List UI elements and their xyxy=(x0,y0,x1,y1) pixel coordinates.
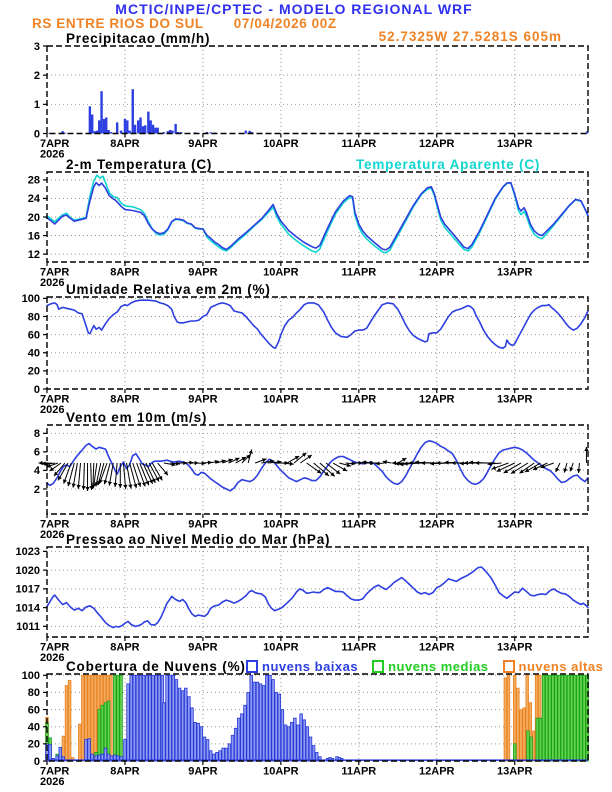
svg-text:60: 60 xyxy=(27,704,40,717)
svg-text:1020: 1020 xyxy=(15,564,40,577)
svg-text:6: 6 xyxy=(33,446,40,459)
svg-text:20: 20 xyxy=(27,365,40,378)
svg-text:2026: 2026 xyxy=(40,404,65,416)
svg-text:80: 80 xyxy=(27,687,40,700)
svg-text:12APR: 12APR xyxy=(419,518,455,531)
svg-text:3: 3 xyxy=(33,40,40,53)
svg-text:40: 40 xyxy=(27,721,40,734)
svg-text:2: 2 xyxy=(33,483,40,496)
svg-text:11APR: 11APR xyxy=(341,393,377,406)
panel-title-wind: Vento em 10m (m/s) xyxy=(66,410,208,425)
svg-text:7APR: 7APR xyxy=(40,518,70,531)
svg-text:28: 28 xyxy=(27,174,40,187)
cloud-legend xyxy=(246,659,603,674)
svg-text:9APR: 9APR xyxy=(188,765,218,778)
station-line xyxy=(32,16,337,31)
legend-label-low-clouds: nuvens baixas xyxy=(262,659,359,674)
svg-text:100: 100 xyxy=(21,670,40,683)
svg-text:100: 100 xyxy=(21,293,40,306)
svg-text:7APR: 7APR xyxy=(40,641,70,654)
svg-text:10APR: 10APR xyxy=(263,266,299,279)
svg-text:20: 20 xyxy=(27,738,40,751)
svg-text:7APR: 7APR xyxy=(40,138,70,150)
panel-title-precipitation: Precipitacao (mm/h) xyxy=(66,31,211,46)
svg-text:13APR: 13APR xyxy=(496,138,533,150)
svg-text:2026: 2026 xyxy=(40,277,65,289)
svg-text:8: 8 xyxy=(33,428,40,441)
legend-label-high-clouds: nuvens altas xyxy=(518,659,604,674)
svg-text:11APR: 11APR xyxy=(341,518,377,531)
panel-temperature-2m xyxy=(28,172,588,289)
svg-text:1014: 1014 xyxy=(15,602,40,615)
svg-text:11APR: 11APR xyxy=(341,641,377,654)
svg-text:1: 1 xyxy=(33,99,40,112)
svg-text:9APR: 9APR xyxy=(188,393,218,406)
svg-text:2026: 2026 xyxy=(40,529,65,541)
svg-text:9APR: 9APR xyxy=(188,641,218,654)
svg-text:9APR: 9APR xyxy=(188,138,218,150)
panel-precipitation xyxy=(34,41,589,161)
svg-text:9APR: 9APR xyxy=(188,518,218,531)
legend-item-mid-clouds xyxy=(372,659,488,674)
svg-text:13APR: 13APR xyxy=(496,518,533,531)
svg-text:8APR: 8APR xyxy=(110,641,140,654)
svg-text:7APR: 7APR xyxy=(40,765,70,778)
svg-text:8APR: 8APR xyxy=(110,518,140,531)
svg-text:12APR: 12APR xyxy=(419,266,455,279)
svg-text:12APR: 12APR xyxy=(419,641,455,654)
svg-text:4: 4 xyxy=(33,465,40,478)
svg-text:8APR: 8APR xyxy=(110,765,140,778)
run-datetime: 07/04/2026 00Z xyxy=(233,16,337,31)
legend-item-low-clouds xyxy=(246,659,358,674)
svg-text:16: 16 xyxy=(27,230,40,243)
svg-text:80: 80 xyxy=(27,311,40,324)
svg-text:10APR: 10APR xyxy=(263,641,299,654)
svg-text:10APR: 10APR xyxy=(263,765,299,778)
svg-text:13APR: 13APR xyxy=(496,266,533,279)
panel-cloud-cover xyxy=(22,670,589,788)
page-title: MCTIC/INPE/CPTEC - MODELO REGIONAL WRF xyxy=(115,1,473,17)
svg-text:12APR: 12APR xyxy=(419,765,455,778)
svg-text:11APR: 11APR xyxy=(341,266,377,279)
svg-text:1017: 1017 xyxy=(15,583,40,596)
svg-text:10APR: 10APR xyxy=(263,518,299,531)
svg-text:11APR: 11APR xyxy=(341,765,377,778)
panel-title-apparent-temperature: Temperatura Aparente (C) xyxy=(356,157,541,172)
svg-text:0: 0 xyxy=(33,755,40,768)
svg-text:0: 0 xyxy=(33,128,40,141)
svg-text:7APR: 7APR xyxy=(40,393,70,406)
panel-title-pressure: Pressao ao Nivel Medio do Mar (hPa) xyxy=(66,532,331,547)
legend-swatch-low-clouds-icon xyxy=(246,660,258,673)
svg-text:12: 12 xyxy=(27,248,40,261)
svg-text:24: 24 xyxy=(27,193,40,206)
legend-swatch-high-clouds-icon xyxy=(503,660,515,673)
station-name: RS ENTRE RIOS DO SUL xyxy=(32,16,204,31)
svg-text:10APR: 10APR xyxy=(263,138,299,150)
svg-text:2: 2 xyxy=(33,69,40,82)
svg-text:10APR: 10APR xyxy=(263,393,299,406)
svg-text:12APR: 12APR xyxy=(419,138,455,150)
svg-text:8APR: 8APR xyxy=(110,138,140,150)
svg-text:60: 60 xyxy=(27,329,40,342)
svg-text:1011: 1011 xyxy=(16,621,40,634)
svg-text:40: 40 xyxy=(27,347,40,360)
legend-swatch-mid-clouds-icon xyxy=(372,660,384,673)
location-coordinates: 52.7325W 27.5281S 605m xyxy=(378,29,562,44)
legend-item-high-clouds xyxy=(503,659,604,674)
svg-text:2026: 2026 xyxy=(40,776,65,788)
svg-text:7APR: 7APR xyxy=(40,266,70,279)
svg-text:8APR: 8APR xyxy=(110,266,140,279)
svg-text:2026: 2026 xyxy=(40,652,65,664)
svg-text:9APR: 9APR xyxy=(188,266,218,279)
panel-mean-sea-level-pressure xyxy=(16,546,588,664)
svg-text:20: 20 xyxy=(27,211,40,224)
svg-text:13APR: 13APR xyxy=(496,765,533,778)
svg-text:12APR: 12APR xyxy=(419,393,455,406)
panel-title-temperature: 2-m Temperatura (C) xyxy=(66,157,213,172)
svg-text:11APR: 11APR xyxy=(341,138,377,150)
svg-text:8APR: 8APR xyxy=(110,393,140,406)
svg-text:0: 0 xyxy=(33,383,40,396)
panel-relative-humidity-2m xyxy=(22,293,588,416)
panel-wind-10m xyxy=(34,425,589,541)
panel-title-cloud-cover: Cobertura de Nuvens (%) xyxy=(66,659,246,674)
legend-label-mid-clouds: nuvens medias xyxy=(388,659,489,674)
svg-text:13APR: 13APR xyxy=(496,393,533,406)
svg-text:2026: 2026 xyxy=(40,148,65,161)
svg-text:1023: 1023 xyxy=(15,546,40,559)
svg-text:13APR: 13APR xyxy=(496,641,533,654)
panel-title-humidity: Umidade Relativa em 2m (%) xyxy=(66,282,271,297)
